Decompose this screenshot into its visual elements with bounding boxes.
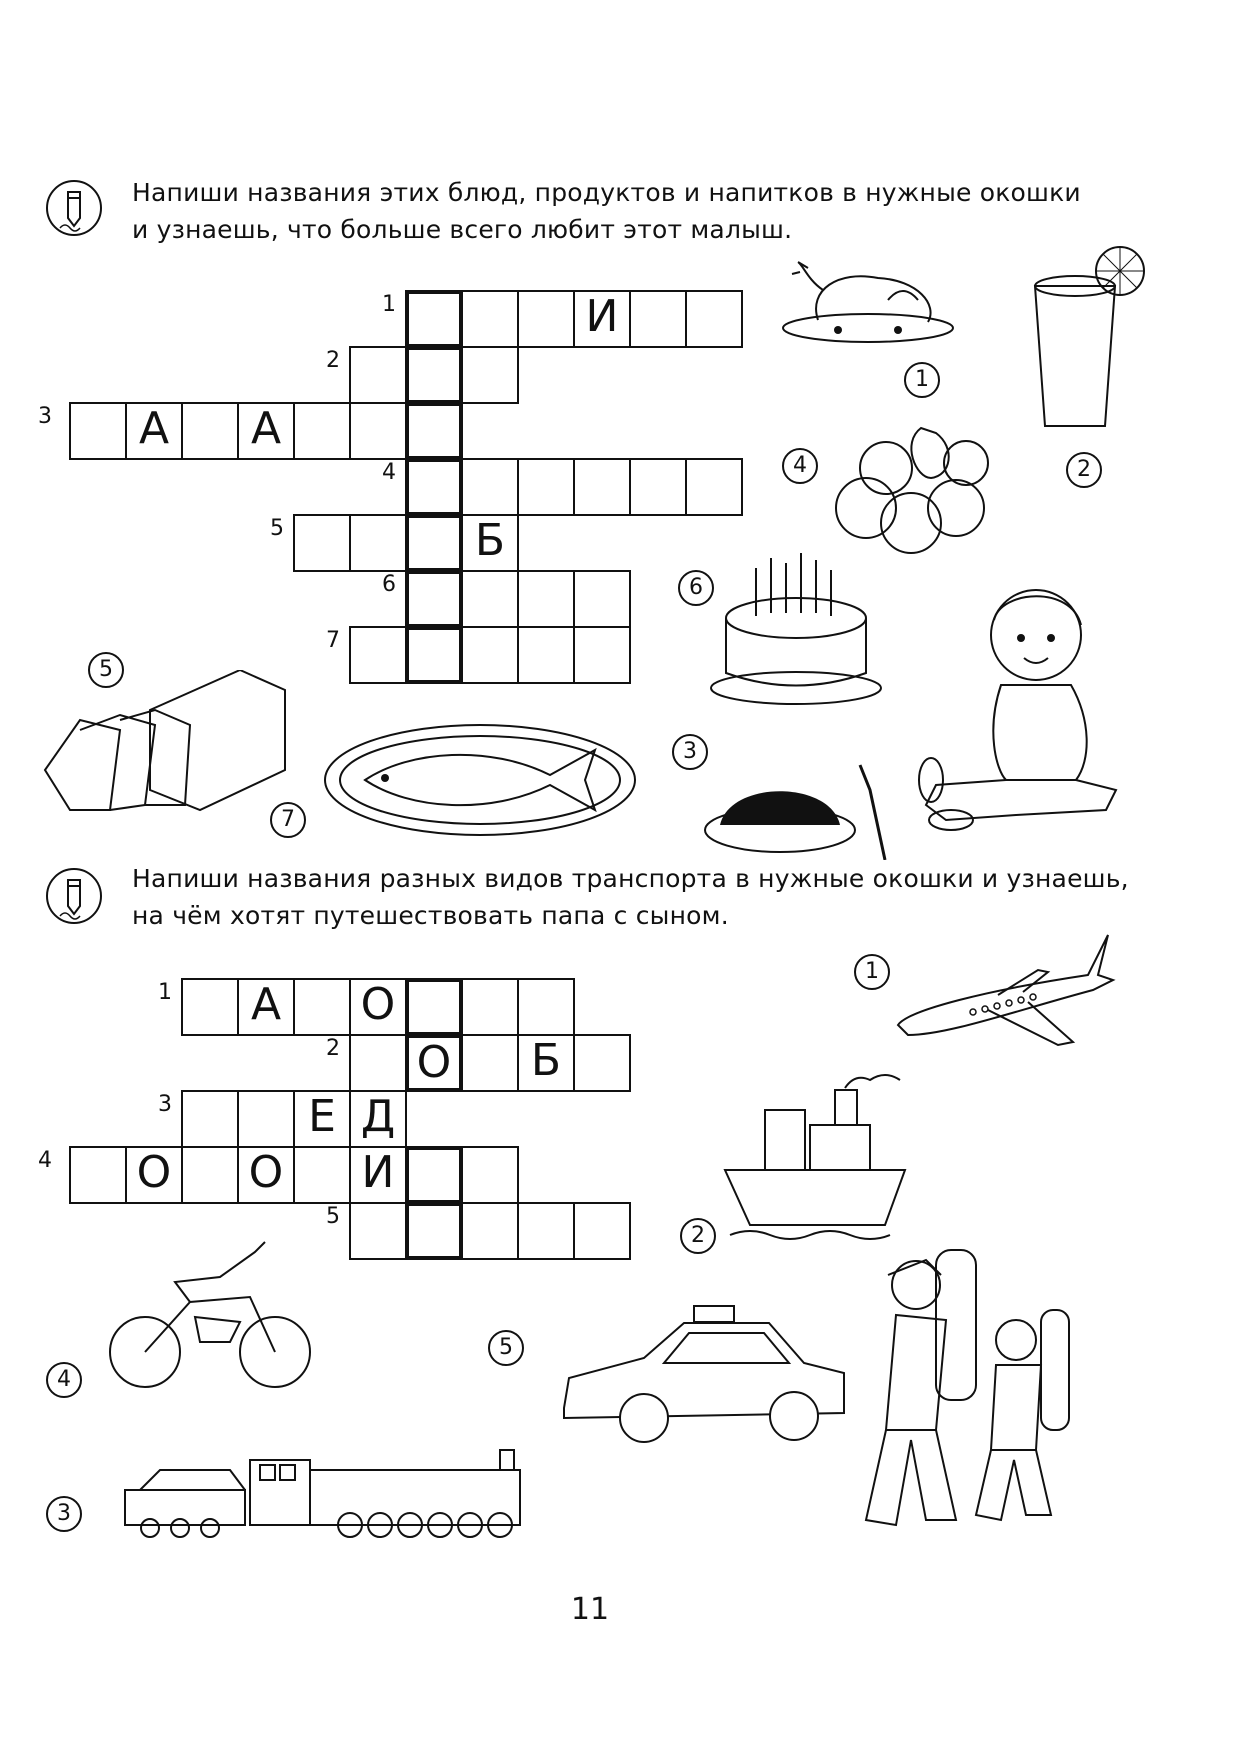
crossword-key-cell[interactable] bbox=[405, 1202, 463, 1260]
crossword-cell[interactable] bbox=[293, 978, 351, 1036]
crossword-cell[interactable] bbox=[461, 978, 519, 1036]
crossword-cell[interactable] bbox=[461, 1146, 519, 1204]
crossword-cell[interactable]: А bbox=[237, 978, 295, 1036]
crossword-cell[interactable]: И bbox=[573, 290, 631, 348]
crossword-key-cell[interactable] bbox=[405, 346, 463, 404]
crossword-key-cell[interactable] bbox=[405, 570, 463, 628]
page-number: 11 bbox=[570, 1592, 610, 1627]
crossword-cell[interactable]: О bbox=[237, 1146, 295, 1204]
airplane-icon bbox=[888, 930, 1118, 1060]
crossword-key-cell[interactable] bbox=[405, 514, 463, 572]
crossword-row-number: 3 bbox=[158, 1092, 172, 1117]
taxi-icon bbox=[554, 1298, 854, 1458]
crossword-key-cell[interactable] bbox=[405, 1146, 463, 1204]
crossword-key-cell[interactable] bbox=[405, 978, 463, 1036]
task-2-line-2: на чём хотят путешествовать папа с сыном. bbox=[132, 901, 729, 930]
picture-number: 2 bbox=[1066, 452, 1102, 488]
crossword-row-number: 4 bbox=[382, 460, 396, 485]
picture-number: 4 bbox=[46, 1362, 82, 1398]
crossword-row-number: 2 bbox=[326, 348, 340, 373]
crossword-row-number: 4 bbox=[38, 1148, 52, 1173]
crossword-row-number: 1 bbox=[158, 980, 172, 1005]
crossword-row-number: 2 bbox=[326, 1036, 340, 1061]
crossword-cell[interactable]: О bbox=[349, 978, 407, 1036]
hikers-icon bbox=[826, 1230, 1096, 1540]
task-1-line-1: Напиши названия этих блюд, продуктов и напитков в нужные окошки bbox=[132, 178, 1081, 207]
picture-number: 3 bbox=[46, 1496, 82, 1532]
crossword-row-number: 5 bbox=[326, 1204, 340, 1229]
crossword-cell[interactable]: А bbox=[125, 402, 183, 460]
crossword-cell[interactable] bbox=[181, 978, 239, 1036]
crossword-row-number: 6 bbox=[382, 572, 396, 597]
crossword-cell[interactable] bbox=[573, 1034, 631, 1092]
crossword-key-cell[interactable] bbox=[405, 402, 463, 460]
crossword-key-cell[interactable]: О bbox=[405, 1034, 463, 1092]
crossword-cell[interactable] bbox=[461, 1202, 519, 1260]
picture-number: 6 bbox=[678, 570, 714, 606]
crossword-cell[interactable] bbox=[181, 1090, 239, 1148]
crossword-cell[interactable] bbox=[461, 1034, 519, 1092]
crossword-key-cell[interactable] bbox=[405, 626, 463, 684]
crossword-cell[interactable] bbox=[349, 1202, 407, 1260]
picture-number: 5 bbox=[88, 652, 124, 688]
crossword-key-cell[interactable] bbox=[405, 458, 463, 516]
crossword-cell[interactable]: И bbox=[349, 1146, 407, 1204]
crossword-cell[interactable] bbox=[573, 1202, 631, 1260]
task-1-line-2: и узнаешь, что больше всего любит этот малыш. bbox=[132, 215, 793, 244]
crossword-cell[interactable]: Д bbox=[349, 1090, 407, 1148]
picture-number: 5 bbox=[488, 1330, 524, 1366]
crossword-cell[interactable] bbox=[237, 1090, 295, 1148]
crossword-cell[interactable] bbox=[293, 1146, 351, 1204]
picture-number: 4 bbox=[782, 448, 818, 484]
picture-number: 1 bbox=[854, 954, 890, 990]
picture-number: 3 bbox=[672, 734, 708, 770]
train-icon bbox=[120, 1430, 540, 1540]
crossword-cell[interactable] bbox=[517, 978, 575, 1036]
crossword-cell[interactable] bbox=[181, 1146, 239, 1204]
crossword-row-number: 7 bbox=[326, 628, 340, 653]
task-2-line-1: Напиши названия разных видов транспорта в нужные окошки и узнаешь, bbox=[132, 864, 1129, 893]
motorcycle-icon bbox=[100, 1232, 320, 1392]
picture-number: 2 bbox=[680, 1218, 716, 1254]
crossword-cell[interactable]: О bbox=[125, 1146, 183, 1204]
crossword-cell[interactable] bbox=[349, 1034, 407, 1092]
picture-number: 7 bbox=[270, 802, 306, 838]
crossword-cell[interactable]: Е bbox=[293, 1090, 351, 1148]
crossword-cell[interactable]: Б bbox=[461, 514, 519, 572]
crossword-cell[interactable] bbox=[517, 1202, 575, 1260]
crossword-key-cell[interactable] bbox=[405, 290, 463, 348]
crossword-cell[interactable] bbox=[69, 1146, 127, 1204]
crossword-cell[interactable]: Б bbox=[517, 1034, 575, 1092]
ship-icon bbox=[720, 1070, 910, 1250]
picture-number: 1 bbox=[904, 362, 940, 398]
crossword-cell[interactable]: А bbox=[237, 402, 295, 460]
crossword-row-number: 5 bbox=[270, 516, 284, 541]
crossword-row-number: 1 bbox=[382, 292, 396, 317]
crossword-row-number: 3 bbox=[38, 404, 52, 429]
